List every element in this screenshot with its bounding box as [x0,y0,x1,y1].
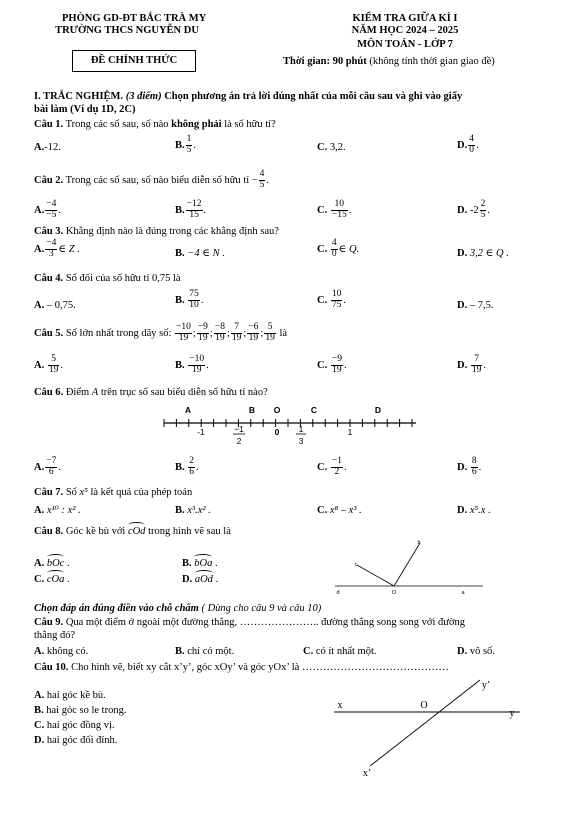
option-text: hai góc so le trong. [46,705,127,716]
q10-option-c[interactable] [34,719,115,732]
q2-label: Câu 2. [34,174,64,186]
frac-den: 10 [189,299,199,310]
q5-tail: là [276,327,288,339]
q6-option-d[interactable]: D. $\frac{8}{6}$ . [457,456,482,477]
question-2: Câu 2. Trong các số sau, số nào biểu diễn số hữu tỉ − $\frac{4}{5}$ . [34,169,270,190]
option-letter: C. [317,505,328,516]
option-letter: A. [34,461,45,473]
fig-label-o: O [391,590,397,596]
frac-num: 2 [480,199,486,209]
q4-label: Câu 4. [34,273,64,284]
sequence-fraction [231,323,243,344]
q7-option-c[interactable] [317,504,362,517]
option-text: hai góc kề bù. [46,690,106,701]
option-letter: D. [457,505,468,516]
q5-sequence [174,322,277,343]
intersecting-lines-figure [330,672,530,782]
frac-den: 19 [265,332,275,343]
fraction [186,135,193,156]
tick-label-1: 1 [347,427,353,437]
number-line-figure [160,402,420,454]
frac-den: 19 [178,332,189,343]
q5-option-d[interactable]: D. $\frac{7}{19}$ . [457,354,486,375]
separator: ; [209,327,213,339]
q8-option-c[interactable]: C. cOa . [34,574,70,585]
option-text: hai góc đối đỉnh. [46,735,118,746]
separator: ; [226,327,230,339]
q5-option-c[interactable]: C. $\frac{-9}{19}$ . [317,354,347,375]
frac-num: 4 [469,134,474,144]
q7-option-a[interactable] [34,504,81,517]
axis-ticks [164,419,412,427]
tick-label-zero: 0 [274,427,280,437]
option-letter: B. [175,646,185,657]
q6-option-b[interactable]: B. $\frac{2}{6}$ . [175,456,199,477]
frac-den: 19 [248,332,259,343]
q8-option-d[interactable]: D. aOd . [182,574,219,585]
q4-option-c[interactable]: C. $\frac{10}{75}$ . [317,289,346,310]
fraction [471,457,478,478]
frac-num: −12 [186,199,202,209]
fill-in-heading [34,602,321,615]
frac-num: −10 [176,322,191,332]
frac-num: −4 [46,238,57,248]
q5-option-b[interactable]: B. $\frac{-10}{19}$ . [175,354,209,375]
fig-label-b: b [417,540,421,546]
q2-option-a[interactable]: A. $\frac{-4}{-5}$ . [34,199,61,220]
option-letter: C. [317,359,328,371]
option-letter: B. [175,505,185,516]
q8-text-a: Góc kề bù với [63,526,128,537]
option-letter: C. [303,646,314,657]
q10-option-a[interactable] [34,689,106,702]
fig-label-d: d [336,590,340,596]
frac-num: 4 [331,238,337,248]
q4-text: Số đối của số hữu tỉ 0,75 là [63,273,181,284]
option-letter: B. [175,294,185,306]
fig-label-x: x [337,700,343,711]
fig-label-x-prime: x’ [362,768,372,779]
frac-den: 6 [471,466,477,477]
frac-num: 1 [186,134,192,144]
frac-den: 19 [332,364,342,375]
frac-num: 10 [331,200,348,211]
dept-name: PHÒNG GD-ĐT BẮC TRÀ MY [62,13,207,24]
frac-num: −4 [46,199,57,209]
time-note: (không tính thời gian giao đề) [366,56,495,67]
mixed-whole: -2 [469,204,479,216]
q3-option-a[interactable] [34,239,80,260]
q2-minus: − [251,174,258,186]
fill-note: ( Dùng cho câu 9 và câu 10) [198,603,322,614]
fraction [480,200,487,221]
frac-num: 8 [471,456,477,466]
tick-label-neg-1: -1 [197,427,205,437]
frac-num: −9 [197,322,208,332]
frac-num: −7 [46,456,57,466]
option-letter: D. [457,359,468,371]
frac-den: 15 [189,209,199,220]
option-angle: cOa [46,574,65,585]
fig-label-y: y [509,708,515,719]
option-letter: C. [317,142,328,153]
frac-den: −5 [46,209,57,220]
option-letter: A. [34,243,45,255]
option-text: x¹⁰ : x² . [46,505,81,516]
fraction [188,457,195,478]
option-text: ∈ Q. [338,243,360,255]
section1-instruction: Chọn phương án trả lời đúng nhất của mỗi câu sau và ghi vào giấy [164,91,463,102]
q8-text-b: trong hình vẽ sau là [145,526,231,537]
option-angle: bOa [194,558,213,569]
separator: ; [192,327,196,339]
q10-label: Câu 10. [34,662,69,673]
frac-num: −10 [189,354,205,364]
tick-label-third-den: 3 [298,436,304,446]
fraction [468,135,475,156]
subject: MÔN TOÁN - LỚP 7 [357,39,453,50]
option-letter: C. [34,720,45,731]
frac-num: −8 [214,322,225,332]
frac-den: −15 [331,209,347,220]
frac-num: −9 [331,354,342,364]
question-6 [34,386,268,399]
q9-option-b[interactable] [175,645,234,658]
q10-option-b[interactable] [34,704,126,717]
q4-option-a[interactable] [34,299,76,312]
exam-title: KIỂM TRA GIỮA KÌ I [352,13,458,24]
school-year: NĂM HỌC 2024 – 2025 [351,25,459,36]
official-label: ĐỀ CHÍNH THỨC [72,50,196,72]
fraction [45,239,57,260]
option-letter: B. [182,558,192,569]
q2-text: Trong các số sau, số nào biểu diễn số hữu tỉ [63,174,252,186]
fraction [331,200,348,221]
separator: ; [243,327,247,339]
option-letter: B. [34,705,44,716]
q5-text: Số lớn nhất trong dãy số: [63,327,175,339]
q6-tail: trên trục số sau biểu diễn số hữu tỉ nào? [98,387,268,398]
q8-label: Câu 8. [34,526,64,537]
fraction [48,355,60,376]
frac-num: 75 [189,289,199,299]
q3-option-d[interactable] [457,247,509,260]
option-text: x³.x² . [187,505,211,516]
q7-option-b[interactable] [175,504,211,517]
frac-num: 4 [259,169,265,179]
fig-label-o: O [420,700,428,711]
q2-option-b[interactable]: B. $\frac{-12}{15}$ . [175,199,207,220]
q8-option-a[interactable]: A. bOc . [34,558,70,569]
option-text: x⁸ – x³ . [329,505,362,516]
fraction [331,457,343,478]
option-letter: C. [34,574,45,585]
section1-example: bài làm (Ví dụ 1D, 2C) [34,104,136,115]
frac-den: 19 [471,364,482,375]
option-letter: D. [457,204,468,216]
q5-option-a[interactable]: A. $\frac{5}{19}$ . [34,354,63,375]
fraction [45,457,57,478]
question-7 [34,486,192,499]
option-text: x⁵.x . [469,505,491,516]
question-8 [34,525,231,538]
option-text: −4 ∈ N . [187,248,225,259]
option-letter: C. [317,243,328,255]
fraction [471,355,483,376]
fraction [188,290,200,311]
frac-den: 5 [480,209,486,220]
q9-option-c[interactable] [303,645,377,658]
q3-text: Khẳng định nào là đúng trong các khẳng định sau? [63,226,279,237]
option-letter: D. [34,735,45,746]
q2-option-d[interactable]: D. -2 $\frac{2}{5}$ . [457,199,490,220]
sequence-fraction [247,323,259,344]
frac-den: 3 [48,248,54,259]
frac-num: −1 [331,456,342,466]
fraction [331,239,338,260]
q7-expr: x⁵ [79,487,88,498]
sequence-fraction [214,323,226,344]
option-text: chỉ có một. [187,646,235,657]
frac-num: 5 [48,355,60,366]
q9-option-a[interactable] [34,645,88,658]
option-angle: bOc [46,558,65,569]
q1-text: Trong các số sau, số nào [63,119,172,130]
q8-angle: cOd [127,526,146,537]
section1-heading: I. TRẮC NGHIỆM. [34,91,126,102]
tick-label-neg-half-den: 2 [236,436,242,446]
frac-den: 19 [48,364,59,375]
q6-label: Câu 6. [34,387,64,398]
frac-den: 0 [331,248,337,259]
q4-option-d[interactable] [457,299,493,312]
fraction [188,355,205,376]
question-1 [34,118,276,131]
fig-label-c: c [354,562,358,568]
option-letter: A. [34,142,45,153]
q1-bold: không phải [171,119,222,130]
option-letter: B. [175,461,185,473]
option-text: không có. [46,646,89,657]
tick-label-third-num: 1 [298,424,304,434]
q7-label: Câu 7. [34,487,64,498]
option-letter: C. [317,294,328,306]
option-letter: C. [317,204,328,216]
fraction [259,170,266,191]
frac-num: 2 [189,456,195,466]
time-bold: Thời gian: 90 phút [283,56,367,67]
option-angle: aOd [194,574,213,585]
q10-option-d[interactable] [34,734,117,747]
q6-option-c[interactable]: C. $\frac{-1}{2}$ . [317,456,347,477]
q3-label: Câu 3. [34,226,64,237]
frac-den: 75 [331,299,342,310]
option-letter: D. [457,646,468,657]
ray-ob [394,543,420,586]
question-9 [34,616,465,629]
option-letter: D. [457,139,468,151]
frac-den: 5 [186,144,192,155]
question-5 [34,323,287,344]
school-name: TRƯỜNG THCS NGUYỄN DU [55,25,199,36]
option-letter: B. [175,248,185,259]
fill-title: Chọn đáp án đúng điền vào chỗ chấm [34,603,199,614]
frac-num: 10 [331,289,342,299]
fraction [331,290,343,311]
frac-den: 2 [334,466,340,477]
ray-oc [357,565,394,586]
option-text: hai góc đồng vị. [46,720,115,731]
fig-label-y-prime: y’ [481,680,491,691]
q4-option-b[interactable]: B. $\frac{75}{10}$ . [175,289,204,310]
frac-num: −6 [248,322,259,332]
option-letter: A. [34,359,45,371]
exam-time [283,55,495,68]
q9-text: Qua một điểm ở ngoài một đường thẳng, ………………….. đường thẳng song song với đường [63,617,466,628]
frac-den: 6 [48,466,54,477]
option-text: 3,2. [329,142,346,153]
frac-num: 7 [471,355,483,366]
option-text: vô số. [469,646,495,657]
line-x-prime-y-prime [370,680,480,766]
q7-option-d[interactable] [457,504,491,517]
option-letter: A. [34,300,45,311]
option-letter: A. [34,690,45,701]
frac-den: 5 [259,179,265,190]
q1-option-d[interactable]: D. $\frac{4}{0}$ . [457,134,479,155]
q1-option-a[interactable] [34,141,61,154]
q6-point: A [91,387,99,398]
option-letter: D. [457,461,468,473]
axis-letter-o: O [273,405,281,415]
q9-label: Câu 9. [34,617,64,628]
q1-option-c[interactable] [317,141,346,154]
q5-label: Câu 5. [34,327,64,339]
option-letter: B. [175,204,185,216]
axis-letter-d: D [374,405,382,415]
frac-num: 5 [264,323,276,334]
option-text: -12. [44,142,61,153]
option-text: – 7,5. [469,300,494,311]
frac-den: 19 [231,332,242,343]
q9-text-line2: thẳng đó? [34,630,76,641]
option-text: – 0,75. [46,300,76,311]
q7-text-a: Số [63,487,80,498]
q9-option-d[interactable] [457,645,495,658]
angle-figure [335,537,485,597]
frac-den: 19 [191,364,202,375]
q8-option-b[interactable]: B. bOa . [182,558,218,569]
frac-den: 19 [198,332,208,343]
q10-text: Cho hình vẽ, biết xy cắt x’y’, góc xOy’ và góc yOx’ là …………………………………… [68,662,449,673]
q1-option-b[interactable]: B. $\frac{1}{5}$ . [175,134,197,155]
q7-text-b: là kết quả của phép toán [87,487,193,498]
question-4 [34,272,181,285]
option-letter: A. [34,646,45,657]
option-letter: C. [317,461,328,473]
fraction [331,355,343,376]
axis-letter-c: C [310,405,318,415]
fraction [45,200,57,221]
option-letter: A. [34,204,45,216]
option-letter: D. [457,248,468,259]
option-letter: D. [457,300,468,311]
section1-title [34,90,462,103]
axis-letter-b: B [248,405,256,415]
option-letter: B. [175,139,185,151]
option-letter: A. [34,505,45,516]
frac-den: 19 [215,332,225,343]
frac-num: 7 [231,323,243,334]
section1-points: (3 điểm) [125,91,165,102]
fig-label-a: a [461,590,465,596]
option-letter: D. [182,574,193,585]
separator: ; [260,327,264,339]
option-text: có ít nhất một. [315,646,377,657]
q6-option-a[interactable]: A. $\frac{-7}{6}$ . [34,456,61,477]
option-text: ∈ Z . [58,243,80,255]
sequence-fraction [264,323,276,344]
q2-option-c[interactable]: C. $\frac{10}{-15}$ . [317,199,352,220]
q1-tail: là số hữu tỉ? [221,119,276,130]
tick-label-neg-half-num: −1 [234,424,244,434]
q3-option-c[interactable] [317,239,359,260]
sequence-fraction [197,323,209,344]
fraction [186,200,203,221]
frac-den: 6 [189,466,195,477]
sequence-fraction [175,323,192,344]
axis-letter-a: A [184,405,192,415]
option-letter: B. [175,359,185,371]
option-letter: A. [34,558,45,569]
question-3 [34,225,279,238]
q3-option-b[interactable] [175,247,225,260]
q6-text: Điểm [63,387,92,398]
q1-label: Câu 1. [34,119,64,130]
frac-den: 0 [469,144,474,155]
option-text: 3,2 ∈ Q . [469,248,509,259]
